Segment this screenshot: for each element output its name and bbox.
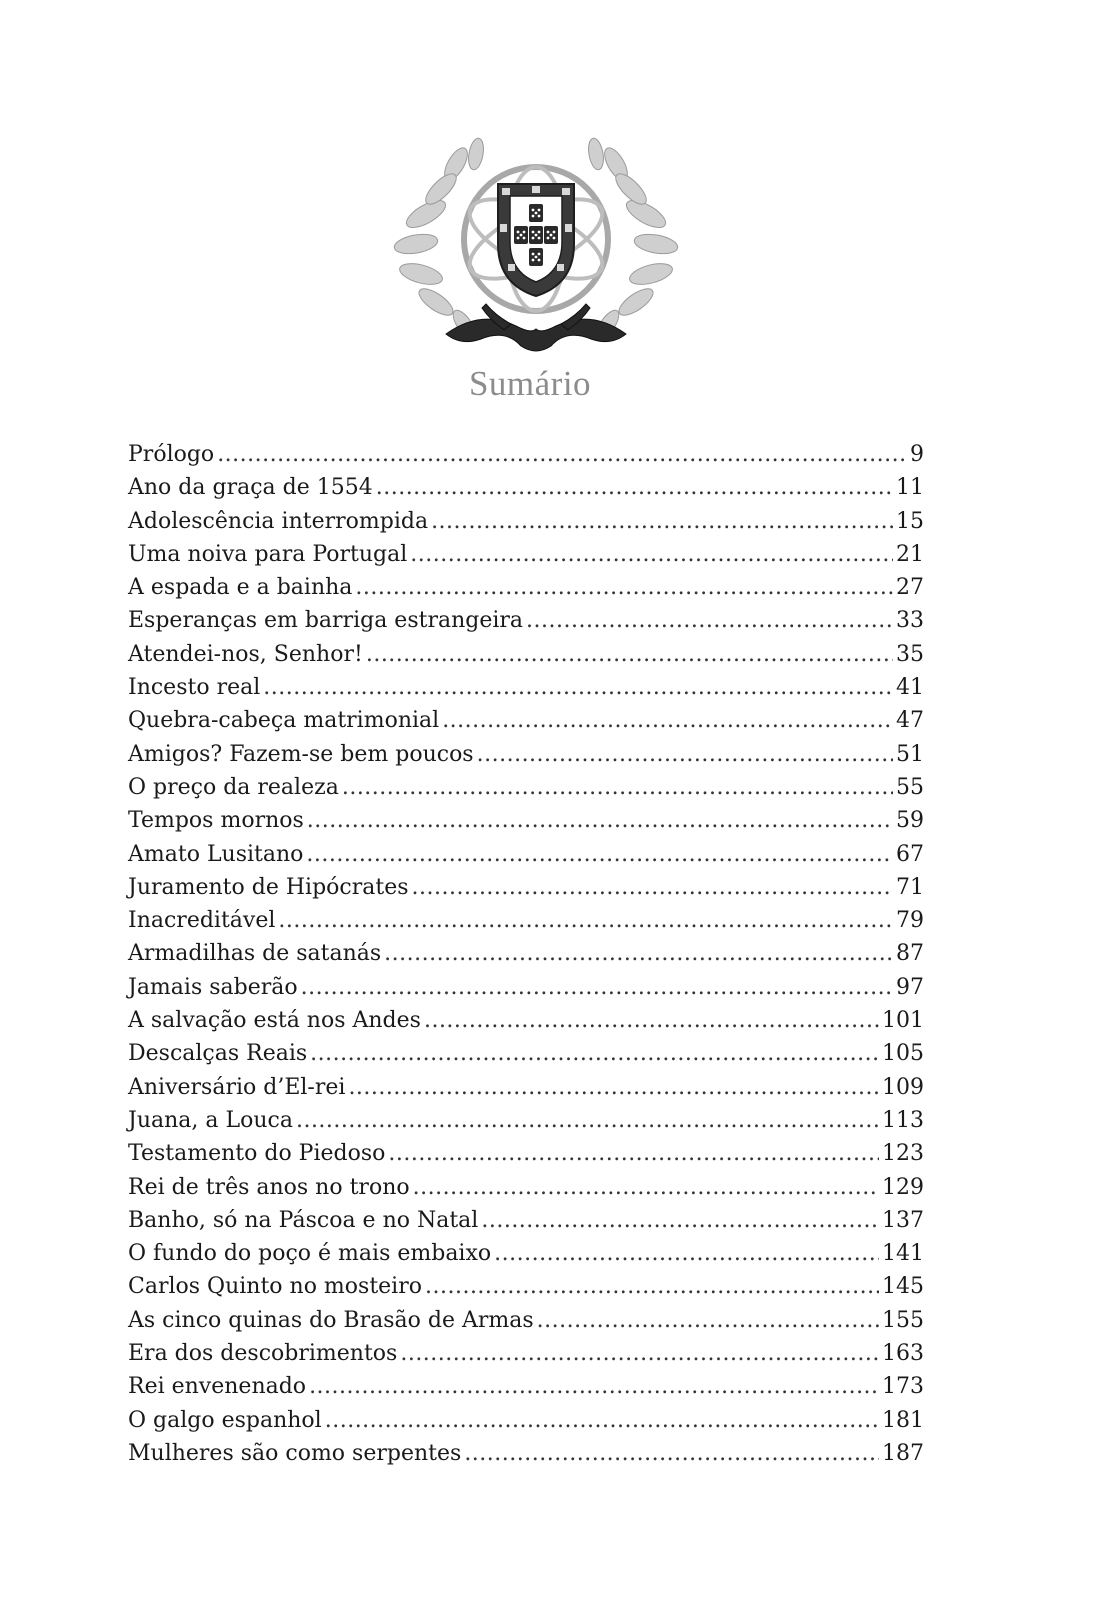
toc-entry-title: Amato Lusitano bbox=[128, 841, 304, 867]
toc-entry[interactable] bbox=[128, 608, 924, 641]
toc-entry-title: Rei de três anos no trono bbox=[128, 1174, 410, 1200]
toc-entry-page-number: 59 bbox=[896, 808, 924, 834]
toc-entry-page-number: 33 bbox=[896, 608, 924, 634]
toc-entry-page-number: 163 bbox=[882, 1341, 924, 1367]
toc-entry-page-number: 15 bbox=[896, 508, 924, 534]
toc-entry[interactable] bbox=[128, 1108, 924, 1141]
toc-entry-title: Inacreditável bbox=[128, 908, 276, 934]
toc-entry-title: Juana, a Louca bbox=[128, 1107, 293, 1133]
dot-leader bbox=[217, 442, 907, 467]
dot-leader bbox=[477, 742, 893, 767]
dot-leader bbox=[412, 875, 894, 900]
toc-entry-title: Carlos Quinto no mosteiro bbox=[128, 1274, 422, 1300]
toc-entry-title: Ano da graça de 1554 bbox=[128, 475, 373, 501]
toc-entry[interactable] bbox=[128, 1274, 924, 1307]
dot-leader bbox=[384, 941, 893, 966]
toc-entry[interactable] bbox=[128, 1141, 924, 1174]
toc-entry[interactable] bbox=[128, 1241, 924, 1274]
toc-entry[interactable] bbox=[128, 908, 924, 941]
dot-leader bbox=[537, 1308, 879, 1333]
toc-entry[interactable] bbox=[128, 1075, 924, 1108]
toc-entry-title: Uma noiva para Portugal bbox=[128, 541, 408, 567]
toc-entry-title: Quebra-cabeça matrimonial bbox=[128, 708, 440, 734]
toc-entry[interactable] bbox=[128, 475, 924, 508]
toc-entry-title: A espada e a bainha bbox=[128, 575, 353, 601]
toc-entry-page-number: 51 bbox=[896, 741, 924, 767]
toc-entry-page-number: 35 bbox=[896, 641, 924, 667]
toc-entry-title: Tempos mornos bbox=[128, 808, 304, 834]
toc-entry-page-number: 27 bbox=[896, 575, 924, 601]
toc-entry-page-number: 67 bbox=[896, 841, 924, 867]
dot-leader bbox=[342, 775, 893, 800]
toc-entry[interactable] bbox=[128, 975, 924, 1008]
dot-leader bbox=[442, 708, 893, 733]
toc-entry-title: Adolescência interrompida bbox=[128, 508, 429, 534]
toc-entry-title: Jamais saberão bbox=[128, 974, 298, 1000]
toc-entry[interactable] bbox=[128, 742, 924, 775]
toc-entry-page-number: 109 bbox=[882, 1074, 924, 1100]
toc-entry-page-number: 11 bbox=[896, 475, 924, 501]
toc-entry[interactable] bbox=[128, 575, 924, 608]
dot-leader bbox=[263, 675, 893, 700]
toc-entry-page-number: 187 bbox=[882, 1440, 924, 1466]
dot-leader bbox=[431, 509, 893, 534]
dot-leader bbox=[400, 1341, 879, 1366]
toc-entry-page-number: 141 bbox=[882, 1241, 924, 1267]
toc-entry[interactable] bbox=[128, 1341, 924, 1374]
toc-entry-page-number: 123 bbox=[882, 1141, 924, 1167]
toc-entry-page-number: 181 bbox=[882, 1407, 924, 1433]
table-of-contents bbox=[128, 442, 924, 1474]
toc-entry[interactable] bbox=[128, 1008, 924, 1041]
toc-entry-page-number: 71 bbox=[896, 874, 924, 900]
toc-entry-title: Era dos descobrimentos bbox=[128, 1341, 398, 1367]
dot-leader bbox=[301, 975, 893, 1000]
toc-entry-title: Prólogo bbox=[128, 442, 215, 467]
toc-entry[interactable] bbox=[128, 775, 924, 808]
dot-leader bbox=[388, 1141, 879, 1166]
toc-entry-page-number: 79 bbox=[896, 908, 924, 934]
toc-entry[interactable] bbox=[128, 675, 924, 708]
toc-entry-title: Descalças Reais bbox=[128, 1041, 308, 1067]
toc-entry-title: Esperanças em barriga estrangeira bbox=[128, 608, 524, 634]
toc-entry-title: Atendei-nos, Senhor! bbox=[128, 641, 363, 667]
dot-leader bbox=[310, 1041, 879, 1066]
toc-entry-title: Mulheres são como serpentes bbox=[128, 1440, 462, 1466]
dot-leader bbox=[424, 1008, 879, 1033]
toc-entry-page-number: 87 bbox=[896, 941, 924, 967]
dot-leader bbox=[376, 475, 893, 500]
toc-entry-page-number: 9 bbox=[910, 442, 924, 467]
dot-leader bbox=[425, 1274, 879, 1299]
toc-entry-page-number: 113 bbox=[882, 1107, 924, 1133]
dot-leader bbox=[306, 842, 893, 867]
portuguese-coat-of-arms-icon bbox=[386, 134, 686, 364]
toc-entry-title: As cinco quinas do Brasão de Armas bbox=[128, 1307, 534, 1333]
dot-leader bbox=[348, 1075, 879, 1100]
toc-entry-title: Banho, só na Páscoa e no Natal bbox=[128, 1207, 479, 1233]
toc-entry[interactable] bbox=[128, 509, 924, 542]
toc-entry[interactable] bbox=[128, 1041, 924, 1074]
dot-leader bbox=[413, 1175, 879, 1200]
toc-entry-page-number: 129 bbox=[882, 1174, 924, 1200]
toc-entry[interactable] bbox=[128, 442, 924, 475]
toc-entry[interactable] bbox=[128, 542, 924, 575]
toc-entry-title: O fundo do poço é mais embaixo bbox=[128, 1241, 492, 1267]
toc-entry-page-number: 145 bbox=[882, 1274, 924, 1300]
toc-entry-page-number: 21 bbox=[896, 541, 924, 567]
dot-leader bbox=[325, 1408, 879, 1433]
toc-entry[interactable] bbox=[128, 1308, 924, 1341]
toc-entry-title: Aniversário d’El-rei bbox=[128, 1074, 346, 1100]
toc-entry[interactable] bbox=[128, 842, 924, 875]
toc-entry[interactable] bbox=[128, 1208, 924, 1241]
toc-entry[interactable] bbox=[128, 1175, 924, 1208]
toc-entry-title: A salvação está nos Andes bbox=[128, 1008, 421, 1034]
dot-leader bbox=[481, 1208, 879, 1233]
dot-leader bbox=[278, 908, 893, 933]
toc-entry[interactable] bbox=[128, 808, 924, 841]
toc-entry-page-number: 101 bbox=[882, 1008, 924, 1034]
toc-entry[interactable] bbox=[128, 1441, 924, 1474]
toc-entry[interactable] bbox=[128, 642, 924, 675]
dot-leader bbox=[309, 1374, 879, 1399]
toc-entry-page-number: 105 bbox=[882, 1041, 924, 1067]
dot-leader bbox=[307, 808, 893, 833]
toc-entry-page-number: 41 bbox=[896, 675, 924, 701]
toc-entry-title: Juramento de Hipócrates bbox=[128, 874, 409, 900]
dot-leader bbox=[494, 1241, 879, 1266]
toc-entry[interactable] bbox=[128, 708, 924, 741]
page-title: Sumário bbox=[468, 364, 592, 403]
toc-entry-title: Rei envenenado bbox=[128, 1374, 307, 1400]
toc-entry[interactable] bbox=[128, 941, 924, 974]
dot-leader bbox=[366, 642, 893, 667]
dot-leader bbox=[296, 1108, 879, 1133]
toc-entry-page-number: 137 bbox=[882, 1207, 924, 1233]
dot-leader bbox=[526, 608, 893, 633]
dot-leader bbox=[464, 1441, 879, 1466]
dot-leader bbox=[355, 575, 893, 600]
toc-entry[interactable] bbox=[128, 1408, 924, 1441]
toc-entry-title: Testamento do Piedoso bbox=[128, 1141, 386, 1167]
toc-entry-title: Armadilhas de satanás bbox=[128, 941, 382, 967]
toc-entry-page-number: 47 bbox=[896, 708, 924, 734]
toc-entry-title: O galgo espanhol bbox=[128, 1407, 322, 1433]
toc-entry-page-number: 97 bbox=[896, 974, 924, 1000]
toc-entry-title: O preço da realeza bbox=[128, 774, 339, 800]
toc-entry[interactable] bbox=[128, 1374, 924, 1407]
toc-entry-title: Incesto real bbox=[128, 675, 261, 701]
toc-entry-title: Amigos? Fazem-se bem poucos bbox=[128, 741, 474, 767]
dot-leader bbox=[410, 542, 893, 567]
toc-entry-page-number: 173 bbox=[882, 1374, 924, 1400]
toc-entry-page-number: 155 bbox=[882, 1307, 924, 1333]
toc-entry-page-number: 55 bbox=[896, 774, 924, 800]
toc-entry[interactable] bbox=[128, 875, 924, 908]
